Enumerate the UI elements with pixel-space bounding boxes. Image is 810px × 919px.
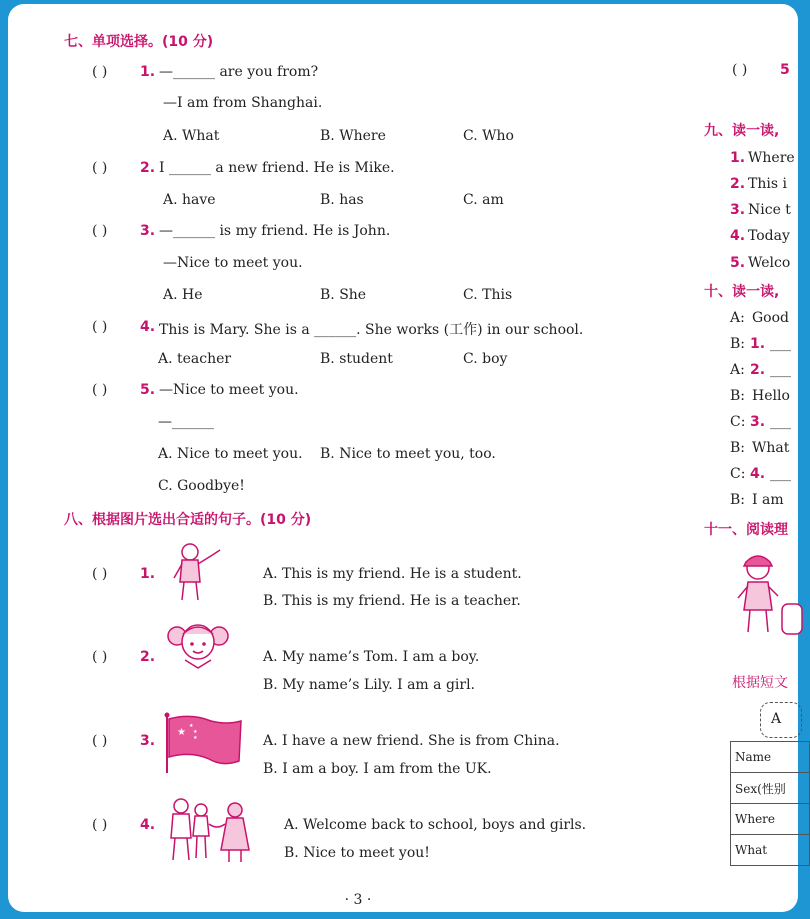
svg-text:★: ★ [189,723,194,729]
answer-paren[interactable]: ( ) [92,382,108,398]
question-number: 5 [780,62,790,78]
dialog-blank[interactable]: ___ [770,414,791,430]
section-eleven-title: 十一、阅读理 [704,522,788,538]
question-number: 2. [730,176,746,192]
item-text: Today [748,228,790,244]
option-b: B. This is my friend. He is a teacher. [263,593,521,609]
dialog-speaker: C: [730,414,746,430]
cartoon-girl-picture [736,552,798,638]
girl-face-picture [163,618,233,674]
option-c: C. am [463,192,504,208]
item-text: Welco [748,255,791,271]
question-line2: —Nice to meet you. [163,255,303,271]
dialog-speaker: B: [730,336,746,352]
item-text: Nice t [748,202,791,218]
dialog-text: Good [752,310,790,326]
option-b: B. Nice to meet you, too. [320,446,496,462]
question-stem: —______ is my friend. He is John. [159,223,391,239]
question-stem: This is Mary. She is a ______. She works (工作) in our school. [159,322,584,338]
answer-paren[interactable]: ( ) [92,733,108,749]
dialog-text: What [752,440,790,456]
table-row [731,804,810,835]
option-a: A. Welcome back to school, boys and girls. [284,817,587,833]
section-eight-title: 八、根据图片选出合适的句子。(10 分) [64,512,312,528]
question-stem: —Nice to meet you. [159,382,299,398]
option-c: C. boy [463,351,508,367]
question-number: 3. [140,733,156,749]
option-c: C. Goodbye! [158,478,245,494]
question-number: 2. [140,160,156,176]
table-row [731,773,810,804]
question-number: 1. [140,566,156,582]
answer-box-letter: A [771,711,782,727]
question-number: 1. [140,64,156,80]
question-number: 3. [730,202,746,218]
question-number: 1. [750,336,766,352]
question-line2: —I am from Shanghai. [163,95,323,111]
answer-paren[interactable]: ( ) [732,62,748,78]
option-b: B. My name’s Lily. I am a girl. [263,677,476,693]
dialog-speaker: A: [730,310,745,326]
dialog-text: Hello [752,388,790,404]
dialog-speaker: C: [730,466,746,482]
question-number: 3. [750,414,766,430]
option-c: C. This [463,287,513,303]
option-b: B. She [320,287,367,303]
answer-paren[interactable]: ( ) [92,160,108,176]
table-row [731,835,810,866]
answer-paren[interactable]: ( ) [92,319,108,335]
option-a: A. teacher [158,351,232,367]
china-flag-picture [161,711,243,775]
worksheet-page [8,4,798,912]
instruction-text: 根据短文 [732,675,788,691]
info-table [730,741,810,866]
question-number: 5. [140,382,156,398]
dialog-speaker: B: [730,492,746,508]
question-number: 4. [750,466,766,482]
table-row [731,742,810,773]
question-number: 4. [140,817,156,833]
dialog-speaker: B: [730,440,746,456]
dialog-blank[interactable]: ___ [770,336,791,352]
table-cell: What [731,835,810,866]
option-b: B. I am a boy. I am from the UK. [263,761,492,777]
question-number: 5. [730,255,746,271]
dialog-text: I am [752,492,784,508]
question-number: 3. [140,223,156,239]
option-b: B. has [320,192,364,208]
people-shaking-hands-picture [163,794,253,864]
option-a: A. Nice to meet you. [158,446,303,462]
option-b: B. student [320,351,393,367]
question-number: 4. [730,228,746,244]
table-cell: Where [731,804,810,835]
option-a: A. have [163,192,216,208]
item-text: Where [748,150,795,166]
answer-box [760,702,802,738]
question-number: 2. [750,362,766,378]
page-number: · 3 · [344,892,372,908]
section-seven-title: 七、单项选择。(10 分) [64,34,214,50]
dialog-speaker: A: [730,362,745,378]
answer-paren[interactable]: ( ) [92,566,108,582]
item-text: This i [748,176,787,192]
question-line2: —______ [158,414,214,430]
answer-paren[interactable]: ( ) [92,64,108,80]
answer-paren[interactable]: ( ) [92,817,108,833]
option-a: A. This is my friend. He is a student. [263,566,522,582]
option-a: A. My name’s Tom. I am a boy. [263,649,480,665]
question-number: 4. [140,319,156,335]
table-cell: Sex(性别 [731,773,810,804]
option-a: A. What [163,128,220,144]
question-stem: I ______ a new friend. He is Mike. [159,160,395,176]
option-c: C. Who [463,128,514,144]
boy-waving-picture [168,540,228,602]
section-ten-title: 十、读一读, [704,284,780,300]
option-a: A. I have a new friend. She is from China. [263,733,560,749]
dialog-blank[interactable]: ___ [770,362,791,378]
question-number: 2. [140,649,156,665]
table-cell: Name [731,742,810,773]
svg-text:★: ★ [193,729,198,735]
svg-text:★: ★ [177,727,186,738]
answer-paren[interactable]: ( ) [92,649,108,665]
section-nine-title: 九、读一读, [704,123,780,139]
option-a: A. He [163,287,203,303]
question-stem: —______ are you from? [159,64,319,80]
answer-paren[interactable]: ( ) [92,223,108,239]
svg-text:★: ★ [193,735,198,741]
option-b: B. Nice to meet you! [284,845,430,861]
dialog-speaker: B: [730,388,746,404]
dialog-blank[interactable]: ___ [770,466,791,482]
question-number: 1. [730,150,746,166]
option-b: B. Where [320,128,386,144]
